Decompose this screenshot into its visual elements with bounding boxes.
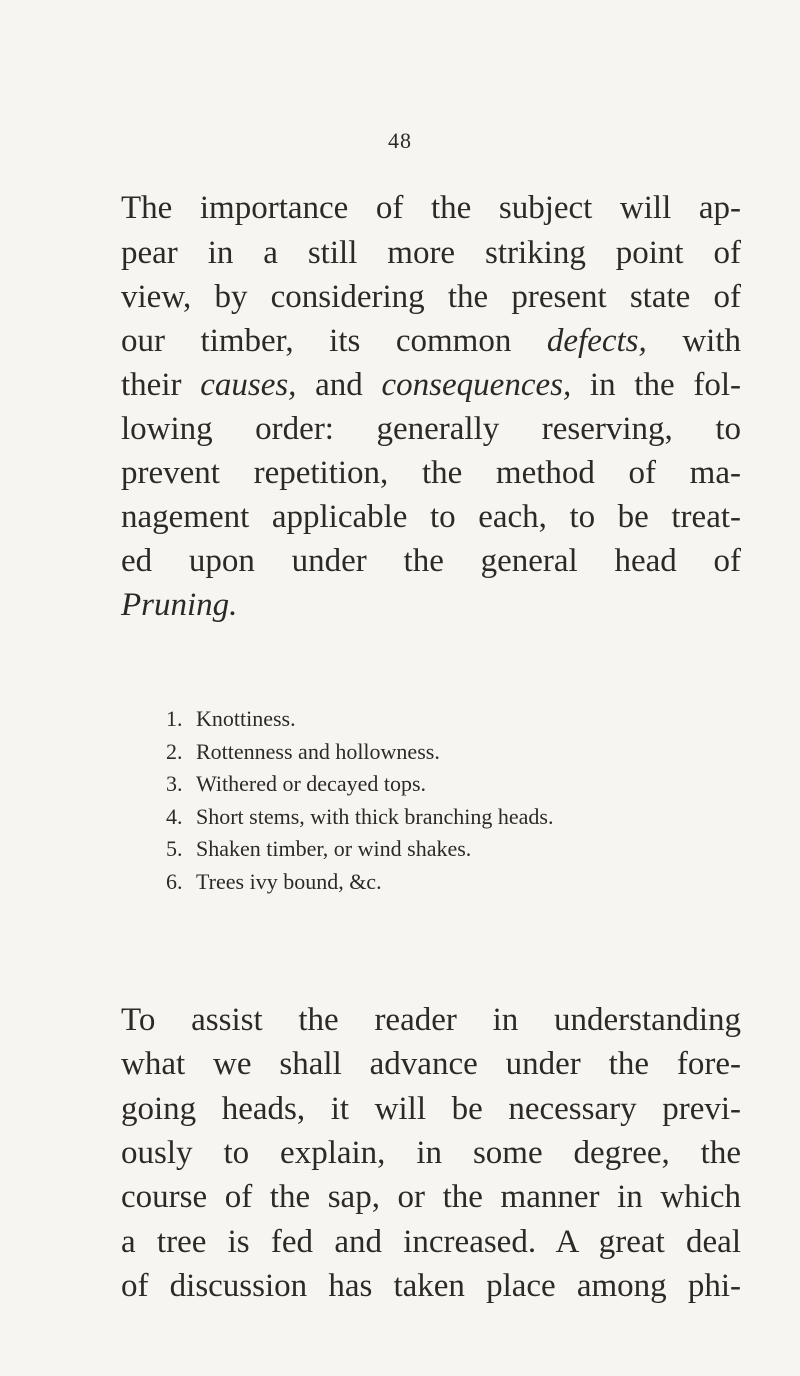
list-item-number: 1.: [166, 706, 183, 731]
text-line: lowing order: generally reserving, to: [121, 411, 741, 447]
text-line: nagement applicable to each, to be treat-: [121, 499, 741, 535]
list-item-text: Shaken timber, or wind shakes.: [196, 836, 472, 861]
text-line: To assist the reader in understanding: [121, 1002, 741, 1038]
defects-list: [166, 703, 553, 898]
text-line: course of the sap, or the manner in which: [121, 1179, 741, 1215]
text-line: [121, 365, 741, 405]
list-item-text: Short stems, with thick branching heads.: [196, 803, 554, 829]
text-span: their: [121, 367, 201, 403]
list-item-number: 4.: [166, 803, 183, 829]
list-item: [166, 703, 553, 736]
list-item-text: Rottenness and hollowness.: [196, 738, 440, 764]
text-span: our timber, its common: [121, 323, 547, 359]
text-line: prevent repetition, the method of ma-: [121, 455, 741, 491]
text-line: going heads, it will be necessary previ-: [121, 1091, 741, 1127]
emphasis-defects: defects,: [546, 323, 647, 359]
text-span: with: [646, 323, 741, 359]
list-item-number: 6.: [166, 868, 183, 894]
text-span: in the fol-: [571, 367, 741, 403]
list-item-number: 2.: [166, 738, 183, 764]
emphasis-causes: causes,: [200, 367, 297, 403]
list-item: [166, 866, 553, 899]
text-line: a tree is fed and increased. A great deal: [121, 1224, 741, 1260]
text-line: of discussion has taken place among phi-: [121, 1268, 741, 1304]
emphasis-pruning: Pruning.: [121, 587, 238, 623]
text-line: view, by considering the present state of: [121, 279, 741, 315]
list-item: [166, 801, 553, 834]
text-line: The importance of the subject will ap-: [121, 190, 741, 226]
text-line: ed upon under the general head of: [121, 543, 741, 579]
list-item-text: Knottiness.: [196, 706, 296, 731]
list-item: [166, 768, 553, 801]
page-number: 48: [388, 128, 412, 153]
list-item-number: 3.: [166, 771, 183, 796]
list-item: [166, 833, 553, 866]
text-line: pear in a still more striking point of: [121, 235, 741, 271]
text-line: what we shall advance under the fore-: [121, 1046, 741, 1082]
list-item-text: Trees ivy bound, &c.: [196, 868, 382, 894]
text-line: [121, 321, 741, 361]
list-item: [166, 736, 553, 769]
text-line: ously to explain, in some degree, the: [121, 1135, 741, 1171]
text-span: and: [296, 367, 382, 403]
list-item-number: 5.: [166, 836, 183, 861]
emphasis-consequences: consequences,: [381, 367, 572, 403]
text-line: [121, 585, 741, 625]
list-item-text: Withered or decayed tops.: [196, 771, 427, 796]
